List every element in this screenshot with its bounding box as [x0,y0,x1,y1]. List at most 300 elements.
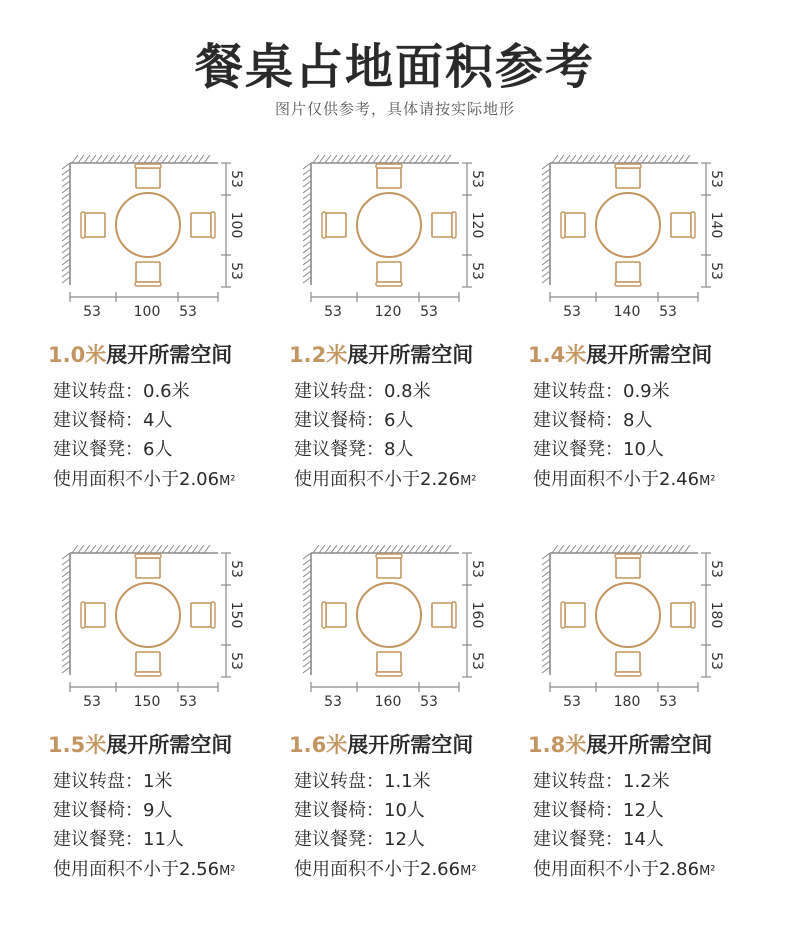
wall-hatch [325,155,331,163]
wall-hatch [138,545,144,553]
wall-hatch [343,155,349,163]
chair-bottom [615,262,641,286]
wall-hatch [367,155,373,163]
wall-hatch [313,155,319,163]
wall-hatch [303,589,311,595]
wall-hatch [618,155,624,163]
card-heading [289,339,473,369]
heading-suffix: 展开所需空间 [347,733,474,757]
dim-label-table-vertical: 160 [469,601,485,629]
chair-back [211,212,215,238]
wall-hatch [642,545,648,553]
wall-hatch [654,545,660,553]
wall-hatch [62,193,70,199]
wall-hatch [570,155,576,163]
chair-back [615,672,641,676]
wall-hatch [108,155,114,163]
heading-suffix: 展开所需空间 [106,343,233,367]
wall-hatch [62,619,70,625]
wall-hatch [403,155,409,163]
chair-seat [191,603,211,627]
wall-hatch [542,667,550,673]
wall-hatch [421,545,427,553]
wall-hatch [84,545,90,553]
chair-left [322,212,346,238]
chair-right [191,602,215,628]
wall-hatch [198,155,204,163]
wall-hatch [588,545,594,553]
wall-hatch [62,229,70,235]
chair-seat [136,652,160,672]
floor-plan-diagram [528,155,728,330]
wall-hatch [62,163,70,169]
wall-hatch [303,241,311,247]
wall-hatch [409,545,415,553]
wall-hatch [684,155,690,163]
area-unit: M² [219,864,236,879]
wall-hatch [303,631,311,637]
chair-seat [565,213,585,237]
wall-hatch [542,265,550,271]
chair-left [81,602,105,628]
wall-hatch [174,155,180,163]
area-spec: 使用面积不小于2.86M² [533,859,716,880]
wall-hatch [624,545,630,553]
wall-hatch [542,559,550,565]
wall-hatch [542,277,550,283]
chair-top [376,164,402,188]
wall-hatch [660,155,666,163]
wall-hatch [433,545,439,553]
round-table [116,583,180,647]
wall-hatch [542,625,550,631]
wall-hatch [349,545,355,553]
wall-hatch [303,619,311,625]
wall-hatch [654,155,660,163]
wall-hatch [612,545,618,553]
area-unit: M² [699,864,716,879]
table-card [528,545,768,915]
wall-hatch [62,199,70,205]
chair-back [376,554,402,558]
dim-label-table-vertical: 180 [708,601,724,629]
wall-hatch [588,155,594,163]
chair-bottom [376,652,402,676]
dim-label-table-vertical: 120 [469,211,485,239]
wall-hatch [606,155,612,163]
wall-hatch [303,205,311,211]
dim-label-right: 53 [420,304,438,320]
dim-label-right: 53 [420,694,438,710]
round-table [357,583,421,647]
wall-hatch [303,595,311,601]
wall-hatch [415,545,421,553]
wall-hatch [552,155,558,163]
stools-spec: 建议餐凳：11人 [53,829,184,850]
wall-hatch [62,577,70,583]
chair-back [81,602,85,628]
area-spec: 使用面积不小于2.06M² [53,469,236,490]
card-heading [528,339,712,369]
wall-hatch [542,565,550,571]
wall-hatch [303,187,311,193]
wall-hatch [168,155,174,163]
round-table [596,193,660,257]
wall-hatch [62,169,70,175]
wall-hatch [303,265,311,271]
chair-seat [136,262,160,282]
wall-hatch [303,163,311,169]
wall-hatch [62,265,70,271]
wall-hatch [62,583,70,589]
round-table [596,583,660,647]
floor-plan-diagram [48,545,248,720]
chair-back [452,212,456,238]
chairs-spec: 建议餐椅：10人 [294,800,425,821]
table-size: 1.2米 [289,343,348,367]
wall-hatch [303,211,311,217]
chairs-spec: 建议餐椅：9人 [53,800,173,821]
floor-plan-diagram [289,155,489,330]
wall-hatch [642,155,648,163]
dim-label-table-horizontal: 140 [613,304,641,320]
dim-label-top: 53 [469,170,485,188]
table-card [48,155,288,525]
wall-hatch [96,545,102,553]
dim-label-table-horizontal: 160 [374,694,402,710]
wall-hatch [409,155,415,163]
wall-hatch [331,155,337,163]
stools-spec: 建议餐凳：10人 [533,439,664,460]
floor-plan-diagram [289,545,489,720]
wall-hatch [542,643,550,649]
wall-hatch [186,155,192,163]
card-heading [289,729,473,759]
chair-back [691,602,695,628]
wall-hatch [379,155,385,163]
dim-label-right: 53 [659,694,677,710]
dim-label-table-vertical: 140 [708,211,724,239]
wall-hatch [542,175,550,181]
wall-hatch [303,169,311,175]
wall-hatch [62,631,70,637]
wall-hatch [303,607,311,613]
turntable-spec: 建议转盘：0.6米 [53,381,190,402]
wall-hatch [542,199,550,205]
chair-seat [616,262,640,282]
wall-hatch [303,193,311,199]
wall-hatch [427,155,433,163]
wall-hatch [303,661,311,667]
wall-hatch [303,583,311,589]
dim-label-table-horizontal: 180 [613,694,641,710]
wall-hatch [90,545,96,553]
dim-label-table-horizontal: 120 [374,304,402,320]
chairs-spec: 建议餐椅：12人 [533,800,664,821]
wall-hatch [542,169,550,175]
chair-seat [377,652,401,672]
wall-hatch [373,545,379,553]
heading-suffix: 展开所需空间 [586,733,713,757]
chair-seat [432,213,452,237]
wall-hatch [180,545,186,553]
dim-label-table-horizontal: 150 [133,694,161,710]
wall-hatch [570,545,576,553]
wall-hatch [62,181,70,187]
wall-hatch [594,155,600,163]
wall-hatch [666,155,672,163]
chair-bottom [135,262,161,286]
wall-hatch [303,553,311,559]
wall-hatch [397,545,403,553]
wall-hatch [174,545,180,553]
chair-back [561,602,565,628]
wall-hatch [303,649,311,655]
wall-hatch [303,655,311,661]
stools-spec: 建议餐凳：8人 [294,439,414,460]
wall-hatch [445,545,451,553]
dim-label-left: 53 [563,304,581,320]
chair-left [561,602,585,628]
wall-hatch [126,545,132,553]
wall-hatch [337,155,343,163]
wall-hatch [552,545,558,553]
wall-hatch [303,235,311,241]
wall-hatch [62,211,70,217]
wall-hatch [379,545,385,553]
wall-hatch [62,637,70,643]
wall-hatch [542,595,550,601]
wall-hatch [542,589,550,595]
chair-back [135,672,161,676]
chair-bottom [376,262,402,286]
dim-label-bottom: 53 [228,262,244,280]
wall-hatch [102,545,108,553]
wall-hatch [325,545,331,553]
dim-label-table-horizontal: 100 [133,304,161,320]
wall-hatch [303,601,311,607]
table-card [48,545,288,915]
wall-hatch [303,223,311,229]
chair-left [561,212,585,238]
wall-hatch [138,155,144,163]
table-card [528,155,768,525]
wall-hatch [62,595,70,601]
wall-hatch [542,619,550,625]
wall-hatch [542,163,550,169]
wall-hatch [303,637,311,643]
wall-hatch [186,545,192,553]
wall-hatch [542,553,550,559]
chair-seat [85,213,105,237]
wall-hatch [542,649,550,655]
wall-hatch [62,625,70,631]
wall-hatch [303,565,311,571]
turntable-spec: 建议转盘：1.2米 [533,771,670,792]
wall-hatch [62,235,70,241]
wall-hatch [385,545,391,553]
wall-hatch [303,181,311,187]
chair-seat [671,213,691,237]
wall-hatch [150,545,156,553]
dim-label-top: 53 [228,170,244,188]
wall-hatch [303,271,311,277]
wall-hatch [415,155,421,163]
wall-hatch [303,625,311,631]
wall-hatch [542,193,550,199]
wall-hatch [612,155,618,163]
chair-back [561,212,565,238]
wall-hatch [542,235,550,241]
wall-hatch [630,155,636,163]
wall-hatch [636,545,642,553]
wall-hatch [542,613,550,619]
wall-hatch [303,277,311,283]
turntable-spec: 建议转盘：0.9米 [533,381,670,402]
wall-hatch [132,155,138,163]
wall-hatch [391,155,397,163]
heading-suffix: 展开所需空间 [347,343,474,367]
wall-hatch [114,545,120,553]
wall-hatch [343,545,349,553]
card-heading [528,729,712,759]
wall-hatch [303,217,311,223]
dim-label-left: 53 [83,304,101,320]
wall-hatch [303,259,311,265]
chair-seat [136,168,160,188]
area-spec: 使用面积不小于2.56M² [53,859,236,880]
wall-hatch [313,545,319,553]
wall-hatch [62,241,70,247]
wall-hatch [331,545,337,553]
wall-hatch [319,155,325,163]
dim-label-bottom: 53 [228,652,244,670]
table-size: 1.6米 [289,733,348,757]
dim-label-bottom: 53 [708,652,724,670]
chair-back [135,282,161,286]
wall-hatch [542,577,550,583]
chair-back [135,554,161,558]
wall-hatch [542,661,550,667]
table-size: 1.0米 [48,343,107,367]
page-subtitle: 图片仅供参考，具体请按实际地形 [274,100,515,118]
chair-seat [616,168,640,188]
wall-hatch [62,223,70,229]
wall-hatch [618,545,624,553]
wall-hatch [672,155,678,163]
wall-hatch [168,545,174,553]
wall-hatch [78,155,84,163]
wall-hatch [62,559,70,565]
wall-hatch [303,577,311,583]
turntable-spec: 建议转盘：1.1米 [294,771,431,792]
wall-hatch [542,259,550,265]
chair-back [615,282,641,286]
chair-seat [377,168,401,188]
wall-hatch [542,271,550,277]
wall-hatch [542,223,550,229]
wall-hatch [162,155,168,163]
chair-seat [191,213,211,237]
wall-hatch [367,545,373,553]
chair-top [135,554,161,578]
wall-hatch [361,155,367,163]
wall-hatch [156,155,162,163]
wall-hatch [62,217,70,223]
chair-seat [377,558,401,578]
wall-hatch [62,607,70,613]
wall-hatch [62,253,70,259]
chair-right [191,212,215,238]
chair-top [135,164,161,188]
chair-back [322,602,326,628]
wall-hatch [606,545,612,553]
chair-seat [377,262,401,282]
wall-hatch [439,545,445,553]
chair-seat [565,603,585,627]
wall-hatch [684,545,690,553]
dim-label-left: 53 [83,694,101,710]
wall-hatch [62,589,70,595]
chair-back [615,554,641,558]
wall-hatch [62,277,70,283]
wall-hatch [542,211,550,217]
wall-hatch [582,155,588,163]
floor-plan-diagram [528,545,728,720]
wall-hatch [84,155,90,163]
wall-hatch [108,545,114,553]
wall-hatch [303,199,311,205]
wall-hatch [126,155,132,163]
chair-seat [136,558,160,578]
dim-label-top: 53 [228,560,244,578]
wall-hatch [198,545,204,553]
chairs-spec: 建议餐椅：8人 [533,410,653,431]
chair-back [452,602,456,628]
chair-seat [616,558,640,578]
dim-label-top: 53 [469,560,485,578]
wall-hatch [204,155,210,163]
wall-hatch [62,661,70,667]
wall-hatch [303,229,311,235]
dim-label-left: 53 [324,304,342,320]
dim-label-bottom: 53 [708,262,724,280]
dim-label-table-vertical: 150 [228,601,244,629]
dim-label-left: 53 [563,694,581,710]
wall-hatch [144,155,150,163]
wall-hatch [114,155,120,163]
wall-hatch [102,155,108,163]
chair-back [135,164,161,168]
chair-back [691,212,695,238]
wall-hatch [355,545,361,553]
dim-label-bottom: 53 [469,652,485,670]
stools-spec: 建议餐凳：14人 [533,829,664,850]
area-spec: 使用面积不小于2.46M² [533,469,716,490]
chair-seat [85,603,105,627]
wall-hatch [62,553,70,559]
round-table [116,193,180,257]
wall-hatch [542,217,550,223]
wall-hatch [433,155,439,163]
wall-hatch [542,205,550,211]
wall-hatch [542,607,550,613]
wall-hatch [542,253,550,259]
wall-hatch [180,155,186,163]
wall-hatch [576,545,582,553]
wall-hatch [62,643,70,649]
wall-hatch [600,155,606,163]
